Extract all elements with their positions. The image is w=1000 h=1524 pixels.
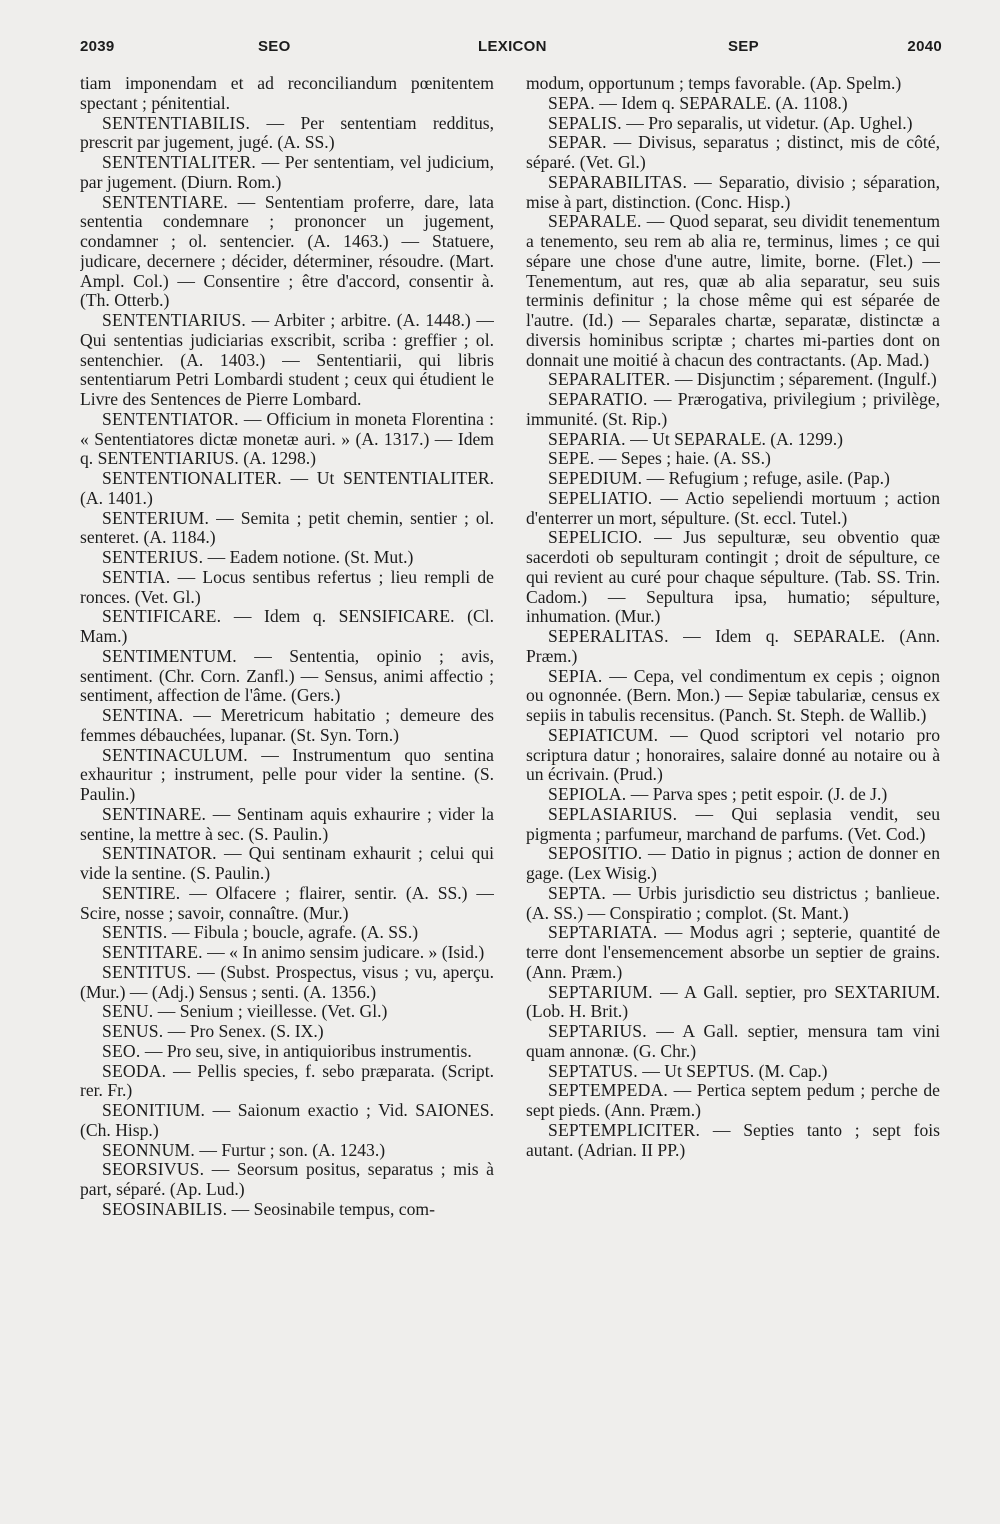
right-guide-word: SEP: [728, 38, 759, 55]
right-column: [526, 74, 940, 1454]
dictionary-entry: [80, 548, 494, 568]
dictionary-entry: [80, 410, 494, 469]
entry-definition: — Saionum exactio ; Vid. SAIONES. (Ch. Hisp.): [80, 1100, 494, 1140]
dictionary-entry: [80, 1002, 494, 1022]
entry-definition: — Sententia, opinio ; avis, sentiment. (Chr. Corn. Zanfl.) — Sensus, animi affectio ; sentiment, affection de l'âme. (Gers.): [80, 645, 494, 706]
entry-headword: SENTITUS.: [102, 961, 192, 982]
entry-headword: SENTINATOR.: [102, 843, 217, 864]
entry-definition: — Seorsum positus, separatus ; mis à part, séparé. (Ap. Lud.): [80, 1159, 494, 1199]
entry-definition: tiam imponendam et ad reconciliandum pœnitentem spectant ; pénitential.: [80, 74, 494, 113]
entry-headword: SEPTA.: [548, 882, 606, 903]
entry-definition: — Ut SEPARALE. (A. 1299.): [625, 428, 844, 449]
entry-definition: modum, opportunum ; temps favorable. (Ap. Spelm.): [526, 74, 902, 93]
entry-headword: SEPARATIO.: [548, 389, 648, 409]
entry-definition: — Sentinam aquis exhaurire ; vider la sentine, la mettre à sec. (S. Paulin.): [80, 803, 494, 844]
entry-definition: — Meretricum habitatio ; demeure des femmes débauchées, lupanar. (St. Syn. Torn.): [80, 705, 494, 745]
dictionary-entry: [526, 923, 940, 982]
entry-definition: — Pro Senex. (S. IX.): [163, 1021, 324, 1041]
entry-headword: SEPEDIUM.: [548, 468, 643, 488]
entry-headword: SENTITARE.: [102, 942, 203, 962]
entry-headword: SEPIOLA.: [548, 784, 627, 804]
dictionary-entry: [80, 1160, 494, 1200]
left-page-number: 2039: [80, 38, 115, 55]
entry-headword: SEPARABILITAS.: [548, 171, 688, 192]
entry-definition: — Sententiam proferre, dare, lata sententia condemnare ; prononcer un jugement, condamner ; ol. sentencier. (A. 1463.) — Statuere, judicare, decernere ; décider, déterminer, résoudre. (Mart. Ampl. Col.) — Consentire ; être d'accord, consentir à. (Th. Otterb.): [80, 191, 494, 311]
entry-definition: — Olfacere ; flairer, sentir. (A. SS.) — Scire, nosse ; savoir, connaître. (Mur.): [80, 882, 494, 923]
entry-definition: — Instrumentum quo sentina exhauritur ; instrument, pelle pour vider la sentine. (S. Paulin.): [80, 744, 494, 804]
dictionary-entry: [80, 923, 494, 943]
entry-headword: SENTENTIABILIS.: [102, 112, 251, 133]
entry-headword: SEODA.: [102, 1060, 167, 1081]
page-header: [80, 38, 942, 66]
entry-definition: — Pro separalis, ut videtur. (Ap. Ughel.): [621, 112, 913, 133]
dictionary-entry: [80, 1022, 494, 1042]
dictionary-entry: [526, 469, 940, 489]
entry-definition: — Idem q. SEPARALE. (Ann. Præm.): [526, 626, 940, 666]
dictionary-entry: [526, 390, 940, 430]
entry-definition: — Furtur ; son. (A. 1243.): [195, 1139, 386, 1160]
entry-headword: SENTINACULUM.: [102, 744, 248, 765]
dictionary-entry: [526, 114, 940, 134]
entry-headword: SEPIA.: [548, 665, 603, 686]
entry-headword: SEPOSITIO.: [548, 843, 643, 864]
entry-headword: SEPTATUS.: [548, 1060, 638, 1081]
dictionary-entry: [80, 114, 494, 154]
dictionary-entry: [80, 943, 494, 963]
entry-headword: SEO.: [102, 1040, 141, 1061]
dictionary-entry: [80, 1141, 494, 1161]
dictionary-entry: [526, 884, 940, 924]
dictionary-entry: [526, 74, 940, 94]
dictionary-entry: [526, 94, 940, 114]
entry-headword: SENTENTIALITER.: [102, 152, 256, 172]
entry-definition: — Prærogativa, privilegium ; privilège, immunité. (St. Rip.): [526, 389, 940, 429]
entry-headword: SEPAR.: [548, 132, 607, 153]
entry-headword: SENTINA.: [102, 705, 184, 725]
dictionary-entry: [526, 370, 940, 390]
entry-definition: — Parva spes ; petit espoir. (J. de J.): [626, 784, 888, 804]
entry-definition: — Septies tanto ; sept fois autant. (Adrian. II PP.): [526, 1119, 940, 1160]
entry-headword: SEPLASIARIUS.: [548, 803, 678, 824]
entry-definition: — Qui seplasia vendit, seu pigmenta ; parfumeur, marchand de parfums. (Vet. Cod.): [526, 803, 940, 844]
entry-headword: SENTERIUS.: [102, 547, 204, 567]
entry-definition: — Ut SEPTUS. (M. Cap.): [637, 1060, 828, 1081]
entry-headword: SEPELIATIO.: [548, 487, 653, 508]
entry-headword: SENTIS.: [102, 922, 168, 943]
dictionary-entry: [80, 1042, 494, 1062]
dictionary-entry: [80, 469, 494, 509]
entry-headword: SENTENTIONALITER.: [102, 468, 282, 488]
dictionary-entry: [526, 667, 940, 726]
entry-definition: — « In animo sensim judicare. » (Isid.): [202, 942, 485, 962]
entry-definition: — Semita ; petit chemin, sentier ; ol. senteret. (A. 1184.): [80, 507, 494, 548]
entry-definition: — Per sententiam, vel judicium, par jugement. (Diurn. Rom.): [80, 152, 494, 192]
running-title: LEXICON: [478, 38, 547, 55]
entry-definition: — Senium ; vieillesse. (Vet. Gl.): [153, 1001, 388, 1022]
dictionary-entry: [80, 844, 494, 884]
entry-definition: — Sepes ; haie. (A. SS.): [594, 448, 771, 469]
dictionary-entry: [526, 1022, 940, 1062]
entry-headword: SEPTARIUM.: [548, 981, 653, 1002]
dictionary-entry: [80, 805, 494, 845]
dictionary-entry: [80, 647, 494, 706]
dictionary-entry: [80, 1200, 494, 1220]
dictionary-entry: [80, 153, 494, 193]
entry-definition: — Urbis jurisdictio seu districtus ; banlieue. (A. SS.) — Conspiratio ; complot. (St. Mant.): [526, 882, 940, 923]
entry-headword: SEPA.: [548, 92, 595, 113]
entry-definition: — Qui sentinam exhaurit ; celui qui vide la sentine. (S. Paulin.): [80, 843, 494, 883]
dictionary-entry: [526, 785, 940, 805]
dictionary-entry: [526, 1081, 940, 1121]
dictionary-entry: [526, 1062, 940, 1082]
entry-headword: SENTIRE.: [102, 882, 181, 903]
dictionary-entry: [80, 1062, 494, 1102]
entry-headword: SENTIA.: [102, 566, 171, 587]
dictionary-entry: [526, 133, 940, 173]
entry-definition: — Pertica septem pedum ; perche de sept pieds. (Ann. Præm.): [526, 1080, 940, 1120]
entry-definition: — Disjunctim ; séparement. (Ingulf.): [670, 369, 937, 390]
entry-headword: SEPIATICUM.: [548, 724, 659, 745]
dictionary-entry: [526, 983, 940, 1023]
dictionary-entry: [80, 74, 494, 114]
entry-definition: — Seosinabile tempus, com-: [227, 1198, 435, 1219]
dictionary-entry: [80, 607, 494, 647]
entry-headword: SEPARALE.: [548, 211, 642, 232]
dictionary-entry: [526, 1121, 940, 1161]
dictionary-entry: [80, 509, 494, 549]
entry-headword: SEORSIVUS.: [102, 1159, 205, 1180]
entry-headword: SENTENTIARE.: [102, 191, 229, 212]
entry-headword: SEPARALITER.: [548, 369, 671, 390]
entry-headword: SEPERALITAS.: [548, 626, 669, 646]
entry-headword: SENTIFICARE.: [102, 606, 222, 627]
entry-definition: — Refugium ; refuge, asile. (Pap.): [642, 468, 890, 488]
entry-definition: — Quod separat, seu dividit tenementum a tenemento, seu rem ab alia re, terminus, limes ; ce qui sépare une chose d'une autre, limite, borne. (Flet.) — Tenementum, aut res, quæ ab alia separatur, seu suis terminis definitur ; la chose même qui est séparée de l'autre. (Id.) — Separales chartæ, separatæ, distinctæ a diversis hominibus scriptæ ; chartes mi-parties dont on donnait une moitié à chacun des contractants. (Ap. Mad.): [526, 211, 940, 370]
entry-headword: SENTIMENTUM.: [102, 645, 237, 666]
entry-definition: — Actio sepeliendi mortuum ; action d'enterrer un mort, sépulture. (St. eccl. Tutel.): [526, 487, 940, 528]
dictionary-entry: [526, 528, 940, 627]
entry-headword: SENTENTIATOR.: [102, 408, 239, 429]
entry-definition: — A Gall. septier, mensura tam vini quam annonæ. (G. Chr.): [526, 1021, 940, 1061]
entry-headword: SEPTARIATA.: [548, 922, 658, 943]
entry-headword: SENTENTIARIUS.: [102, 310, 247, 330]
entry-headword: SENTINARE.: [102, 803, 207, 824]
entry-headword: SEONITIUM.: [102, 1100, 206, 1120]
entry-definition: — Datio in pignus ; action de donner en gage. (Lex Wisig.): [526, 843, 940, 883]
entry-definition: — Idem q. SENSIFICARE. (Cl. Mam.): [80, 606, 494, 646]
entry-headword: SEPTEMPEDA.: [548, 1080, 668, 1101]
dictionary-entry: [526, 627, 940, 667]
entry-definition: — Fibula ; boucle, agrafe. (A. SS.): [167, 922, 419, 943]
entry-definition: — Pro seu, sive, in antiquioribus instrumentis.: [140, 1040, 472, 1061]
entry-definition: — Divisus, separatus ; distinct, mis de côté, séparé. (Vet. Gl.): [526, 132, 940, 172]
dictionary-entry: [80, 884, 494, 924]
entry-headword: SENTERIUM.: [102, 507, 210, 528]
entry-headword: SEPALIS.: [548, 112, 622, 133]
entry-definition: — Quod scriptori vel notario pro scriptura datur ; honoraires, salaire donné au notaire ou à un écrivain. (Prud.): [526, 724, 940, 785]
left-guide-word: SEO: [258, 38, 291, 55]
entry-definition: — Officium in moneta Florentina : « Sententiatores dictæ monetæ auri. » (A. 1317.) — Idem q. SENTENTIARIUS. (A. 1298.): [80, 408, 494, 469]
dictionary-entry: [80, 193, 494, 312]
dictionary-entry: [80, 746, 494, 805]
dictionary-entry: [526, 844, 940, 884]
dictionary-entry: [526, 430, 940, 450]
entry-definition: — Separatio, divisio ; séparation, mise à part, distinction. (Conc. Hisp.): [526, 171, 940, 212]
dictionary-entry: [526, 173, 940, 213]
entry-definition: — A Gall. septier, pro SEXTARIUM. (Lob. H. Brit.): [526, 981, 940, 1022]
entry-definition: — Arbiter ; arbitre. (A. 1448.) — Qui sententias judiciarias exscribit, scriba : greffier ; ol. sentenchier. (A. 1403.) — Sententiarii, qui libris sententiarum Petri Lombardi student ; ceux qui étudient le Livre des Sentences de Pierre Lombard.: [80, 310, 494, 409]
entry-headword: SENU.: [102, 1001, 154, 1022]
entry-headword: SEPELICIO.: [548, 527, 643, 548]
entry-definition: — Jus sepulturæ, seu obventio quæ sacerdoti ob sepulturam contingit ; droit de sépulture, ce qui revient au curé pour chaque sépulture. (Tab. SS. Trin. Cadom.) — Sepultura ipsa, humatio; sépulture, inhumation. (Mur.): [526, 527, 940, 627]
dictionary-entry: [80, 568, 494, 608]
entry-headword: SEPTARIUS.: [548, 1021, 647, 1041]
dictionary-entry: [526, 212, 940, 370]
entry-headword: SEOSINABILIS.: [102, 1198, 228, 1219]
dictionary-entry: [80, 311, 494, 410]
entry-definition: — Modus agri ; septerie, quantité de terre dont l'ensemencement absorbe un septier de grains. (Ann. Præm.): [526, 922, 940, 982]
dictionary-entry: [80, 1101, 494, 1141]
entry-definition: — Eadem notione. (St. Mut.): [203, 547, 414, 567]
entry-headword: SEPARIA.: [548, 428, 626, 449]
entry-headword: SEPE.: [548, 448, 595, 469]
dictionary-entry: [80, 963, 494, 1003]
entry-definition: — Ut SENTENTIALITER. (A. 1401.): [80, 468, 494, 508]
entry-definition: — Locus sentibus refertus ; lieu rempli de ronces. (Vet. Gl.): [80, 566, 494, 607]
entry-headword: SENUS.: [102, 1021, 164, 1041]
entry-headword: SEPTEMPLICITER.: [548, 1119, 701, 1140]
dictionary-entry: [526, 489, 940, 529]
left-column: [80, 74, 494, 1454]
entry-definition: — Cepa, vel condimentum ex cepis ; oignon ou ognonnée. (Bern. Mon.) — Sepiæ tabulariæ, census ex sepiis in tabulis recensitus. (Panch. St. Steph. de Wallib.): [526, 665, 940, 725]
entry-definition: — Per sententiam redditus, prescrit par jugement, jugé. (A. SS.): [80, 112, 494, 153]
dictionary-entry: [526, 726, 940, 785]
entry-headword: SEONNUM.: [102, 1139, 195, 1160]
entry-definition: — Idem q. SEPARALE. (A. 1108.): [594, 92, 848, 113]
dictionary-entry: [526, 805, 940, 845]
entry-definition: — Pellis species, f. sebo præparata. (Script. rer. Fr.): [80, 1060, 494, 1101]
entry-definition: — (Subst. Prospectus, visus ; vu, aperçu. (Mur.) — (Adj.) Sensus ; senti. (A. 1356.): [80, 961, 494, 1002]
dictionary-entry: [526, 449, 940, 469]
right-page-number: 2040: [907, 38, 942, 55]
dictionary-entry: [80, 706, 494, 746]
